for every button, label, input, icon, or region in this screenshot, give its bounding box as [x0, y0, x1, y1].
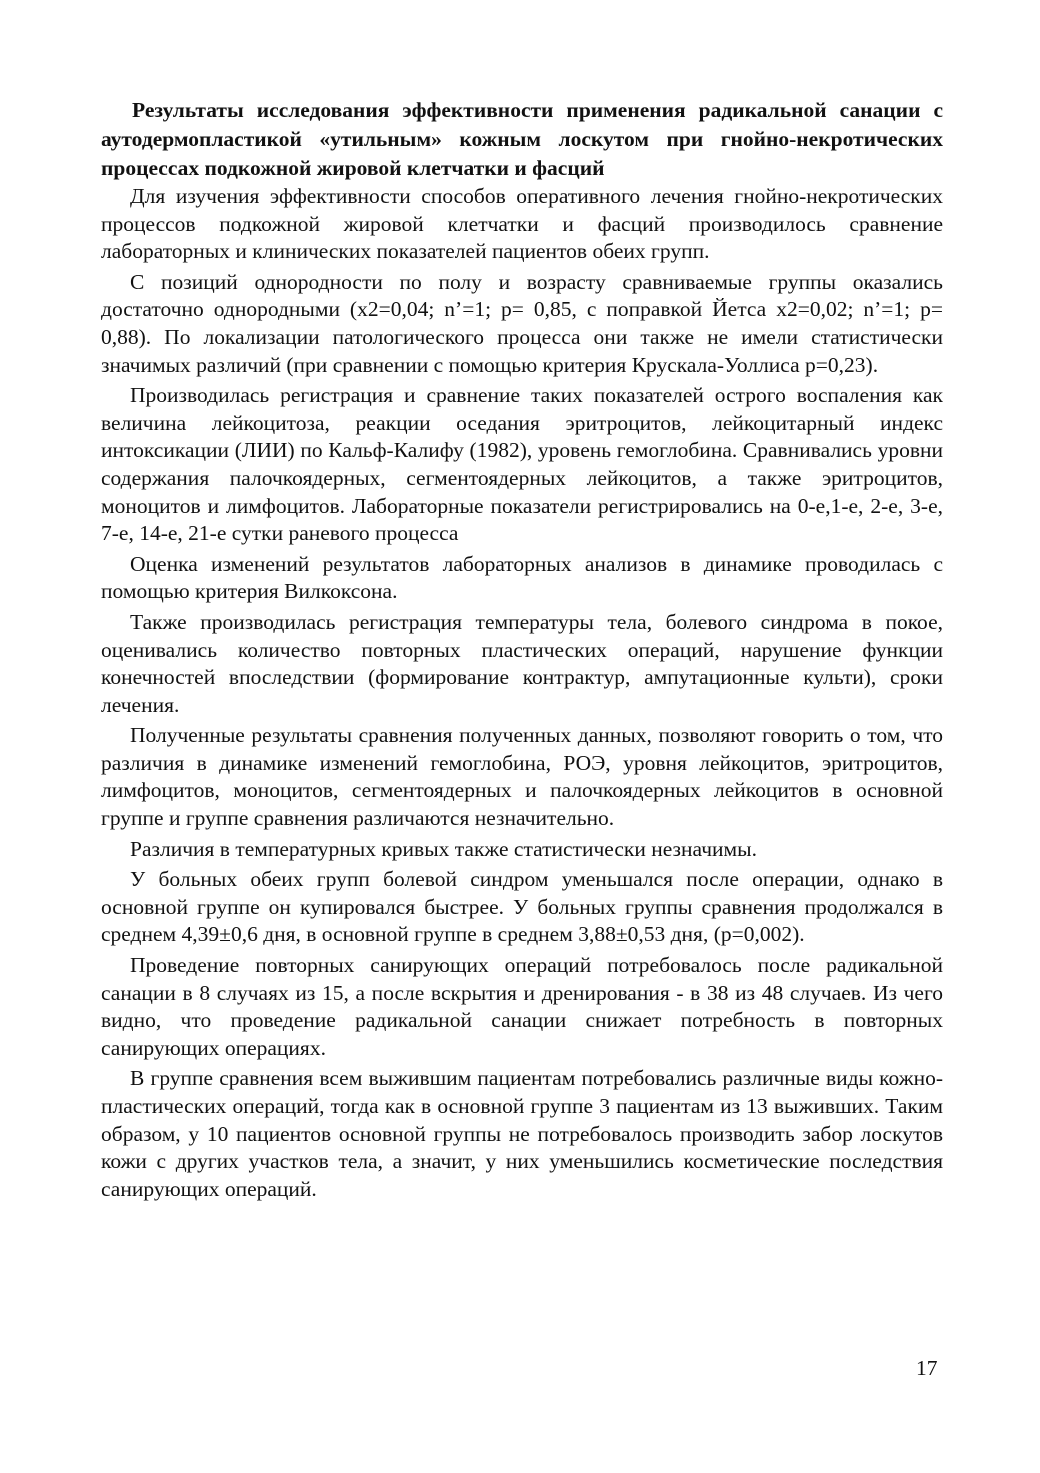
- paragraph-temperature: Различия в температурных кривых также статистически незначимы.: [130, 836, 757, 861]
- page-number: 17: [916, 1356, 938, 1380]
- paragraph-wilcoxon: Оценка изменений результатов лабораторных анализов в динамике проводилась с помощью критерия Вилкоксона.: [101, 551, 943, 604]
- document-page: [101, 96, 943, 1206]
- section-title: Результаты исследования эффективности применения радикальной санации с аутодермопластикой «утильным» кожным лоскутом при гнойно-некротических процессах подкожной жировой клетчатки и фасций: [101, 98, 943, 180]
- paragraph-pain-syndrome: У больных обеих групп болевой синдром уменьшался после операции, однако в основной группе он купировался быстрее. У больных группы сравнения продолжался в среднем 4,39±0,6 дня, в основной группе в среднем 3,88±0,53 дня, (p=0,002).: [101, 867, 943, 947]
- paragraph-skin-plastic: В группе сравнения всем выжившим пациентам потребовались различные виды кожно-пластических операций, тогда как в основной группе 3 пациентам из 13 выживших. Таким образом, у 10 пациентов основной группы не потребовалось производить забор лоскутов кожи с других участков тела, а значит, у них уменьшились косметические последствия санирующих операций.: [101, 1066, 943, 1201]
- paragraph-clinical-indicators: Также производилась регистрация температуры тела, болевого синдрома в покое, оценивались количество повторных пластических операций, нарушение функции конечностей впоследствии (формирование контрактур, ампутационные культи), сроки лечения.: [101, 609, 943, 717]
- paragraph-study-purpose: Для изучения эффективности способов оперативного лечения гнойно-некротических процессов подкожной жировой клетчатки и фасций производилось сравнение лабораторных и клинических показателей пациентов обеих групп.: [101, 184, 943, 264]
- paragraph-repeat-operations: Проведение повторных санирующих операций потребовалось после радикальной санации в 8 случаях из 15, а после вскрытия и дренирования - в 38 из 48 случаев. Из чего видно, что проведение радикальной санации снижает потребность в повторных санирующих операциях.: [101, 953, 943, 1060]
- paragraph-comparison-results: Полученные результаты сравнения полученных данных, позволяют говорить о том, что различия в динамике изменений гемоглобина, РОЭ, уровня лейкоцитов, эритроцитов, лимфоцитов, моноцитов, сегментоядерных и палочкоядерных лейкоцитов в основной группе и группе сравнения различаются незначительно.: [101, 723, 943, 831]
- paragraph-lab-indicators: Производилась регистрация и сравнение таких показателей острого воспаления как величина лейкоцитоза, реакции оседания эритроцитов, лейкоцитарный индекс интоксикации (ЛИИ) по Кальф-Калифу (1982), уровень гемоглобина. Сравнивались уровни содержания палочкоядерных, сегментоядерных лейкоцитов, а также эритроцитов, моноцитов и лимфоцитов. Лабораторные показатели регистрировались на 0-е,1-е, 2-е, 3-е, 7-е, 14-е, 21-е сутки раневого процесса: [101, 383, 943, 546]
- paragraph-group-homogeneity: С позиций однородности по полу и возрасту сравниваемые группы оказались достаточно однородными (x2=0,04; n’=1; p= 0,85, с поправкой Йетса x2=0,02; n’=1; p= 0,88). По локализации патологического процесса они также не имели статистически значимых различий (при сравнении с помощью критерия Крускала-Уоллиса p=0,23).: [101, 269, 943, 377]
